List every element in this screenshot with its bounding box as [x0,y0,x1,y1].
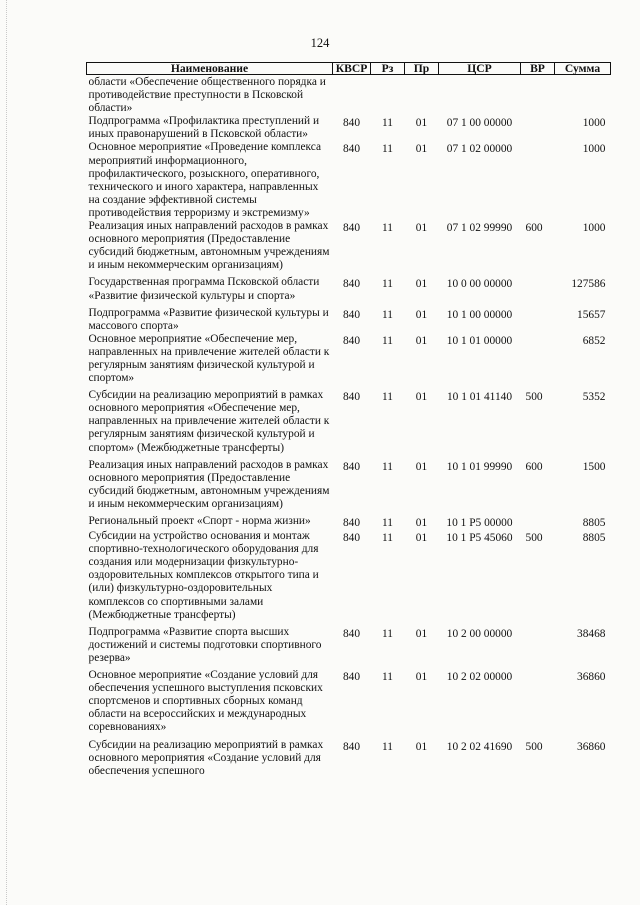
row-sum [555,75,611,116]
row-csr: 10 2 02 41690 [446,740,513,753]
table-row [87,75,611,116]
row-sum: 36860 [577,740,606,753]
row-csr: 07 1 02 99990 [446,222,513,235]
row-csr: 10 0 00 00000 [446,278,513,291]
row-kvsr: 840 [342,278,361,291]
row-rz: 11 [382,278,393,291]
row-csr: 07 1 02 00000 [446,143,513,156]
row-vr [521,665,555,734]
row-csr: 10 1 Р5 00000 [446,517,513,529]
header-sum: Сумма [555,63,611,75]
row-name: Реализация иных направлений расходов в рамках основного мероприятия (Предоставление субсидий бюджетным, автономным учреждениям и иным некоммерческим организациям) [88,220,330,272]
row-name: Реализация иных направлений расходов в рамках основного мероприятия (Предоставление субсидий бюджетным, автономным учреждениям и иным некоммерческим организациям) [88,458,330,510]
header-pr: Пр [405,63,439,75]
row-rz: 11 [382,671,393,684]
row-csr: 10 2 02 00000 [446,671,513,684]
row-rz [371,75,405,116]
row-pr: 01 [415,117,428,130]
row-sum: 1000 [582,222,606,235]
row-pr: 01 [415,532,428,545]
row-pr: 01 [415,627,428,640]
row-pr: 01 [415,460,428,473]
page-number: 124 [310,36,330,50]
row-kvsr [333,75,371,116]
row-sum: 5352 [582,391,606,404]
row-sum: 15657 [577,308,606,321]
row-kvsr: 840 [342,391,361,404]
row-kvsr: 840 [342,532,361,545]
row-rz: 11 [382,222,393,235]
row-pr: 01 [415,740,428,753]
row-vr: 500 [525,391,543,404]
row-sum: 8805 [582,532,606,545]
row-csr: 10 1 01 99990 [446,460,513,473]
row-sum: 38468 [577,627,606,640]
row-kvsr: 840 [342,740,361,753]
row-name: Государственная программа Псковской области «Развитие физической культуры и спорта» [88,276,320,302]
row-vr: 600 [525,222,543,235]
row-csr: 10 1 00 00000 [446,308,513,321]
row-name: Основное мероприятие «Создание условий для обеспечения успешного выступления псковских спортсменов и спортивных сборных команд области на всероссийских и международных соревнованиях» [88,669,323,734]
header-vr: ВР [521,63,555,75]
row-vr [521,141,555,220]
row-pr: 01 [415,671,428,684]
row-kvsr: 840 [342,671,361,684]
row-vr: 600 [525,460,543,473]
row-vr [521,272,555,302]
scan-edge [6,0,7,905]
table-row [87,455,611,511]
row-kvsr: 840 [342,460,361,473]
row-rz: 11 [382,460,393,473]
row-sum: 1500 [582,460,606,473]
table-header [87,63,611,75]
row-name: Региональный проект «Спорт - норма жизни» [88,515,311,527]
table-row [87,272,611,302]
row-rz: 11 [382,391,393,404]
row-kvsr: 840 [342,517,361,529]
row-pr: 01 [415,517,428,529]
header-kvsr: КВСР [333,63,371,75]
row-sum: 6852 [582,334,606,347]
table-row [87,141,611,220]
table-row [87,735,611,778]
row-name: Подпрограмма «Развитие спорта высших достижений и системы подготовки спортивного резерва» [88,625,322,664]
row-csr: 10 1 01 41140 [446,391,513,404]
row-name: Основное мероприятие «Обеспечение мер, направленных на привлечение жителей области к регулярным занятиям физической культурой и спортом» [88,332,330,385]
row-rz: 11 [382,627,393,640]
row-vr: 500 [525,740,543,753]
row-sum: 8805 [582,517,606,529]
table-row [87,530,611,622]
row-name: Подпрограмма «Профилактика преступлений и иных правонарушений в Псковской области» [88,115,320,141]
row-vr [521,75,555,116]
row-rz: 11 [382,517,393,529]
table-row [87,303,611,333]
row-name: Основное мероприятие «Проведение комплекса мероприятий информационного, профилактического, розыскного, оперативного, технического и иного характера, направленных на создание эффективной системы противодействия терроризму и экстремизму» [88,141,321,219]
row-name: Субсидии на устройство основания и монтаж спортивно-технологического оборудования для создания или модернизации физкультурно-оздоровительных комплексов открытого типа и (или) физкультурно-оздоровительных комплексов со спортивными залами (Межбюджетные трансферты) [88,530,319,621]
row-vr [521,115,555,141]
row-kvsr: 840 [342,627,361,640]
row-sum: 1000 [582,143,606,156]
row-sum: 1000 [582,117,606,130]
row-csr: 10 2 00 00000 [446,627,513,640]
row-pr: 01 [415,308,428,321]
row-sum: 127586 [571,278,606,291]
table-row [87,333,611,385]
budget-table [86,62,611,778]
row-vr: 500 [525,532,543,545]
header-rz: Рз [371,63,405,75]
row-csr: 10 1 Р5 45060 [446,532,513,545]
row-kvsr: 840 [342,117,361,130]
row-csr: 07 1 00 00000 [446,117,513,130]
header-row [87,63,611,75]
row-rz: 11 [382,532,393,545]
row-rz: 11 [382,308,393,321]
row-pr: 01 [415,222,428,235]
row-name: области «Обеспечение общественного порядка и противодействие преступности в Псковской области» [88,76,326,115]
table-row [87,665,611,734]
table-row [87,511,611,530]
row-rz: 11 [382,740,393,753]
table-row [87,385,611,454]
table-body [87,75,611,778]
row-kvsr: 840 [342,143,361,156]
row-rz: 11 [382,334,393,347]
row-name: Субсидии на реализацию мероприятий в рамках основного мероприятия «Создание условий для обеспечения успешного [88,738,324,777]
row-vr [521,303,555,333]
row-name: Субсидии на реализацию мероприятий в рамках основного мероприятия «Обеспечение мер, направленных на привлечение жителей области к регулярным занятиям физической культурой и спортом» (Межбюджетные трансферты) [88,389,330,454]
table-row [87,115,611,141]
row-kvsr: 840 [342,334,361,347]
header-csr: ЦСР [439,63,521,75]
row-csr: 10 1 01 00000 [446,334,513,347]
row-pr: 01 [415,278,428,291]
row-kvsr: 840 [342,308,361,321]
row-vr [521,511,555,530]
row-pr [405,75,439,116]
row-rz: 11 [382,117,393,130]
row-name: Подпрограмма «Развитие физической культуры и массового спорта» [88,306,329,332]
row-vr [521,333,555,385]
table-row [87,220,611,272]
row-vr [521,622,555,665]
row-csr [439,75,521,116]
row-pr: 01 [415,391,428,404]
row-pr: 01 [415,334,428,347]
row-kvsr: 840 [342,222,361,235]
row-sum: 36860 [577,671,606,684]
table-row [87,622,611,665]
row-pr: 01 [415,143,428,156]
header-name: Наименование [87,63,333,75]
row-rz: 11 [382,143,393,156]
